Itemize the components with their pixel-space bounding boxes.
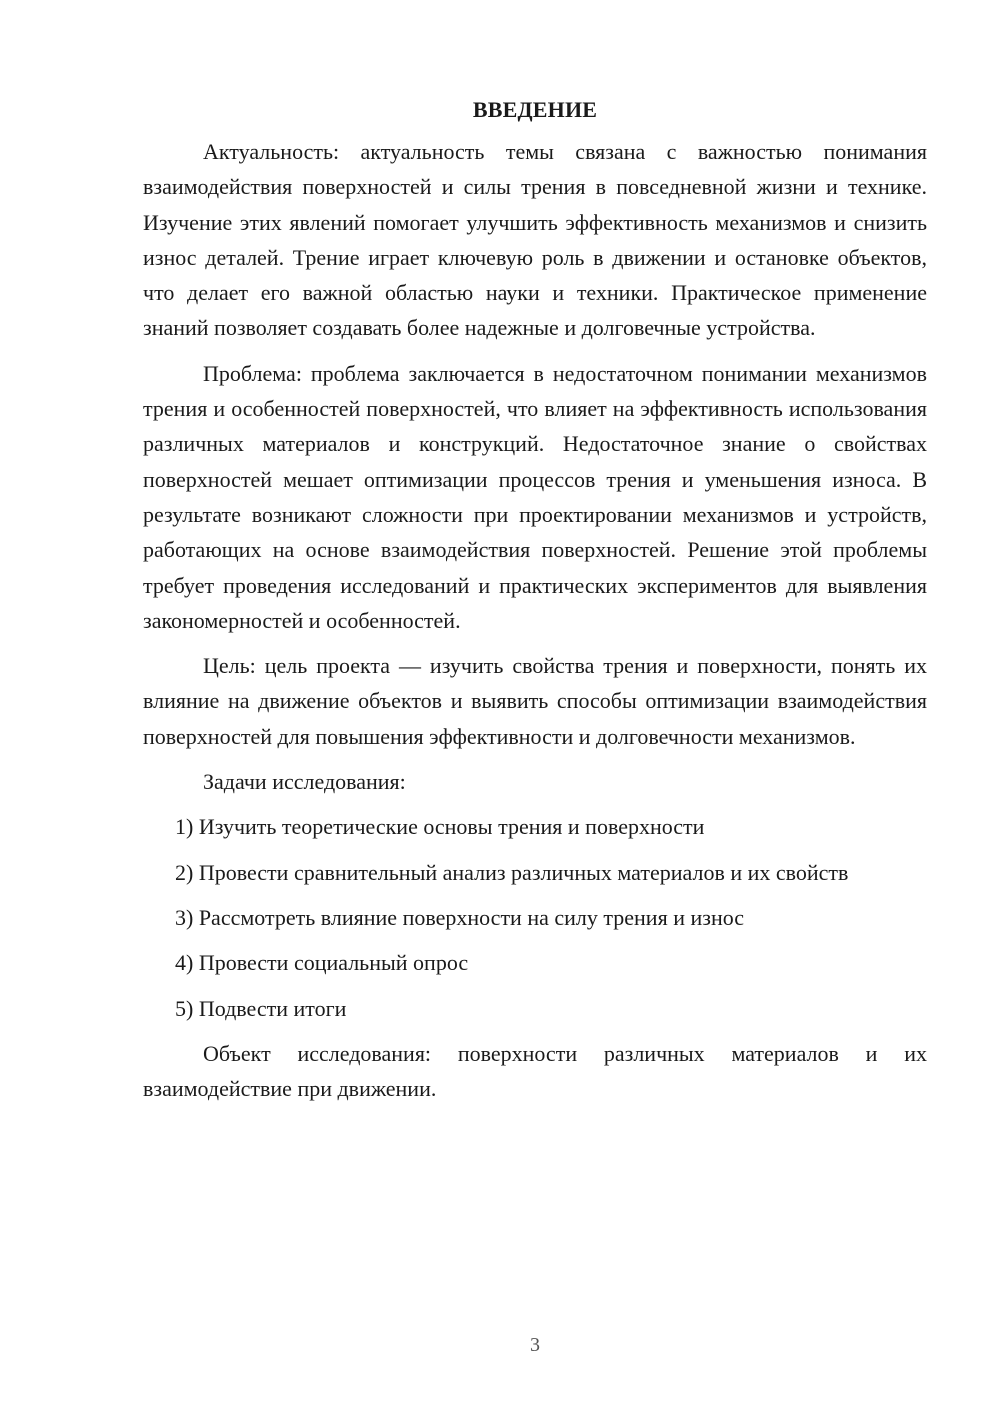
paragraph-goal: Цель: цель проекта — изучить свойства трения и поверхности, понять их влияние на движение объектов и выявить способы оптимизации взаимодействия поверхностей для повышения эффективности и долговечности механизмов. [143, 653, 927, 749]
task-item-4: 4) Провести социальный опрос [175, 950, 469, 976]
task-item-5: 5) Подвести итоги [175, 995, 347, 1021]
task-item-2: 2) Провести сравнительный анализ различных материалов и их свойств [175, 859, 849, 885]
paragraph-problem: Проблема: проблема заключается в недостаточном понимании механизмов трения и особенностей поверхностей, что влияет на эффективность использования различных материалов и конструкций. Недостаточное знание о свойствах поверхностей мешает оптимизации процессов трения и уменьшения износа. В результате возникают сложности при проектировании механизмов и устройств, работающих на основе взаимодействия поверхностей. Решение этой проблемы требует проведения исследований и практических экспериментов для выявления закономерностей и особенностей. [143, 360, 927, 633]
tasks-heading: Задачи исследования: [203, 769, 406, 795]
page-content [143, 92, 927, 1116]
paragraph-relevance: Актуальность: актуальность темы связана с важностью понимания взаимодействия поверхностей и силы трения в повседневной жизни и технике. Изучение этих явлений помогает улучшить эффективность механизмов и снизить износ деталей. Трение играет ключевую роль в движении и остановке объектов, что делает его важной областью науки и техники. Практическое применение знаний позволяет создавать более надежные и долговечные устройства. [143, 139, 927, 341]
paragraph-object: Объект исследования: поверхности различных материалов и их взаимодействие при движении. [143, 1040, 927, 1102]
page-number: 3 [530, 1334, 540, 1356]
section-title: ВВЕДЕНИЕ [472, 97, 598, 122]
task-item-1: 1) Изучить теоретические основы трения и поверхности [175, 814, 705, 840]
task-item-3: 3) Рассмотреть влияние поверхности на силу трения и износ [175, 904, 745, 930]
